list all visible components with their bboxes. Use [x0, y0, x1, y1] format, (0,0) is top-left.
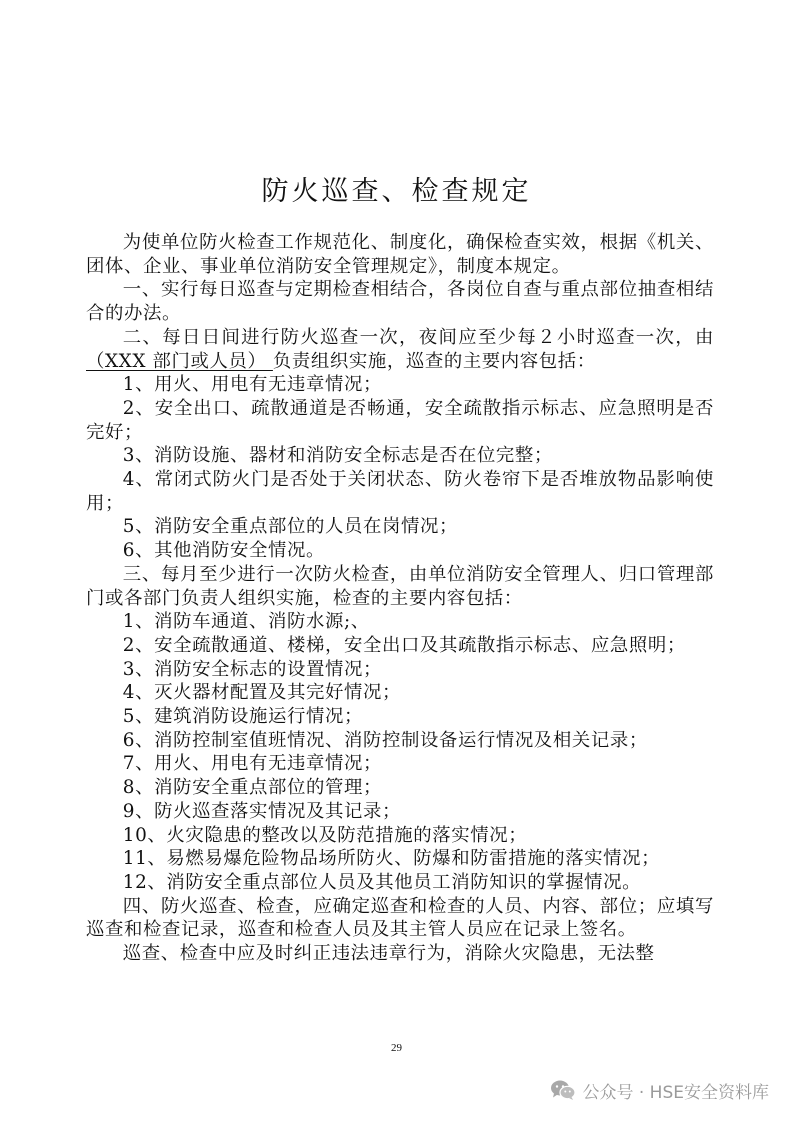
list-item: 11、易燃易爆危险物品场所防火、防爆和防雷措施的落实情况；	[122, 848, 661, 870]
paragraph-section-3: 三、每月至少进行一次防火检查，由单位消防安全管理人、归口管理部门或各部门负责人组织实施，检查的主要内容包括：	[86, 563, 714, 609]
wechat-icon	[550, 1079, 576, 1101]
list-item: 5、消防安全重点部位的人员在岗情况；	[122, 516, 458, 538]
watermark	[550, 1075, 769, 1105]
list-item: 2、安全疏散通道、楼梯，安全出口及其疏散指示标志、应急照明；	[122, 634, 686, 656]
list-item: 5、建筑消防设施运行情况；	[122, 706, 363, 728]
paragraph-section-4: 四、防火巡查、检查，应确定巡查和检查的人员、内容、部位；应填写巡查和检查记录，巡查和检查人员及其主管人员应在记录上签名。	[86, 895, 714, 941]
paragraph-closing: 巡查、检查中应及时纠正违法违章行为，消除火灾隐患，无法整	[122, 943, 655, 965]
section-2-lead: 二、每日日间进行防火巡查一次，夜间应至少每２小时巡查一次，由	[122, 326, 714, 348]
list-item: 9、防火巡查落实情况及其记录；	[122, 800, 401, 822]
list-item: 4、常闭式防火门是否处于关闭状态、防火卷帘下是否堆放物品影响使用；	[86, 469, 714, 514]
list-item: 12、消防安全重点部位人员及其他员工消防知识的掌握情况。	[122, 871, 642, 893]
page-number: 29	[391, 1042, 402, 1054]
list-item: 8、消防安全重点部位的管理；	[122, 777, 382, 799]
list-item: 6、其他消防安全情况。	[122, 540, 326, 562]
paragraph-intro: 为使单位防火检查工作规范化、制度化，确保检查实效，根据《机关、团体、企业、事业单位消防安全管理规定》，制度本规定。	[86, 232, 714, 277]
paragraph-section-2	[86, 326, 714, 373]
paragraph-section-1: 一、实行每日巡查与定期检查相结合，各岗位自查与重点部位抽查相结合的办法。	[86, 279, 714, 325]
list-item: 4、灭火器材配置及其完好情况；	[122, 682, 401, 704]
section-2-tail: 负责组织实施，巡查的主要内容包括：	[272, 350, 596, 372]
list-item: 1、消防车通道、消防水源;、	[122, 611, 370, 633]
document-title: 防火巡查、检查规定	[261, 176, 532, 207]
responsible-party-blank: （XXX 部门或人员）	[86, 350, 273, 372]
list-item: 3、消防设施、器材和消防安全标志是否在位完整；	[122, 445, 553, 467]
document-body	[86, 231, 714, 966]
list-item: 7、用火、用电有无违章情况；	[122, 753, 382, 775]
list-item: 6、消防控制室值班情况、消防控制设备运行情况及相关记录；	[122, 729, 648, 751]
watermark-text: 公众号 · HSE安全资料库	[582, 1082, 769, 1103]
list-item: 1、用火、用电有无违章情况；	[122, 374, 382, 396]
list-item: 10、火灾隐患的整改以及防范措施的落实情况；	[122, 824, 528, 846]
list-item: 2、安全出口、疏散通道是否畅通，安全疏散指示标志、应急照明是否完好；	[86, 397, 714, 443]
list-item: 3、消防安全标志的设置情况；	[122, 658, 382, 680]
